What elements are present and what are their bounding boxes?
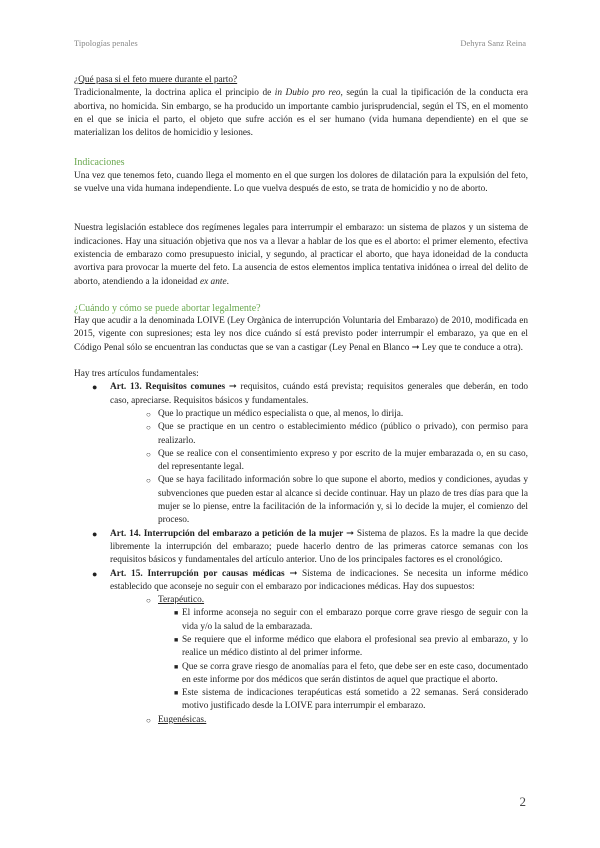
list-item: ○ Eugenésicas. [110,714,528,727]
running-header-title: Tipologías penales [74,38,138,48]
page-number: 2 [519,794,526,809]
section-heading-indicaciones: Indicaciones [74,157,125,169]
page-body [74,74,528,727]
circle-bullet-icon: ○ [146,449,151,459]
list-item: ● Art. 15. Interrupción por causas médicas ➞ Sistema de indicaciones. Se necesita un informe médico establecido que aconseje no seguir con el embarazo por indicaciones médicas. Hay dos supuestos: ○ Terapéutico. ■ El informe aconseja no seguir con el embarazo porque corre grave riesgo de seguir con la vida y/o la salud de la embarazada. ■ Se requiere que el informe médico que elabora el profesional sea previo al embarazo, y lo realice un médico distinto al del primer informe. ■ Que se corra grave riesgo de anomalías para el feto, que debe ser en este caso, documentado en este informe por dos médicos que serán distintos de aquel que practique el aborto. ■ Este sistema de indicaciones terapéuticas está sometido a 22 semanas. Será considerado motivo justificado desde la LOIVE para interrumpir el embarazo. ○ Eugenésicas. [74,568,528,728]
circle-bullet-icon: ○ [146,476,151,486]
list-item: ■ El informe aconseja no seguir con el embarazo porque corre grave riesgo de seguir con la vida y/o la salud de la embarazada. [174,608,528,632]
list-item: ○ Que se practique en un centro o establecimiento médico (público o privado), con permiso para realizarlo. [146,422,528,446]
sublist [110,408,528,528]
sublist [110,714,528,727]
square-bullet-icon: ■ [174,635,179,644]
list-item: ○ Que se haya facilitado información sobre lo que supone el aborto, medios y condiciones, ayudas y subvenciones que pueden estar al alcance si decide continuar. Hay un plazo de tres días para que la mujer se lo piense, entre la facilitación de la información y, si lo decide la mujer, el comienzo del proceso. [146,475,528,526]
square-bullet-icon: ■ [174,662,179,671]
circle-bullet-icon: ○ [146,596,151,606]
list-item: ● Art. 14. Interrupción del embarazo a petición de la mujer ➞ Sistema de plazos. Es la madre la que decide libremente la interrupción del embarazo; puede hacerlo dentro de las primeras catorce semanas con los requisitos básicos y fundamentales del artículo anterior. Uno de los principales factores es el cronológico. [92,528,528,566]
bullet-icon: ● [92,528,98,539]
square-bullet-icon: ■ [174,609,179,618]
list-item: ■ Se requiere que el informe médico que elabora el profesional sea previo al embarazo, y lo realice un médico distinto al del primer informe. [174,634,528,659]
bullet-icon: ● [92,568,98,579]
list-item: ● Art. 13. Requisitos comunes ➞ requisitos, cuándo está prevista; requisitos generales que deberán, en todo caso, apreciarse. Requisitos básicos y fundamentales. ○ Que lo practique un médico especialista o que, al menos, lo dirija. ○ Que se practique en un centro o establecimiento médico (público o privado), con permiso para realizarlo. ○ Que se realice con el consentimiento expreso y por escrito de la mujer embarazada o, en su caso, del representante legal. ○ Que se haya facilitado información sobre lo que supone el aborto, medios y condiciones, ayudas y subvenciones que pueden estar al alcance si decide continuar. Hay un plazo de tres días para que la mujer se lo piense, entre la facilitación de la información y, si lo decide la mujer, el comienzo del proceso. [74,381,528,527]
section-heading-cuando: ¿Cuándo y cómo se puede abortar legalmente? [74,302,261,314]
articles-list [74,381,528,727]
list-item: ○ Terapéutico. [110,594,528,607]
list-item: ■ Este sistema de indicaciones terapéuticas está sometido a 22 semanas. Será considerado motivo justificado desde la LOIVE para interrumpir el embarazo. [174,688,528,712]
circle-bullet-icon: ○ [146,409,151,419]
circle-bullet-icon: ○ [146,423,151,433]
list-item: ○ Que lo practique un médico especialista o que, al menos, lo dirija. [110,408,528,421]
question-heading: ¿Qué pasa si el feto muere durante el parto? [74,75,238,85]
list-item: ○ Que se realice con el consentimiento expreso y por escrito de la mujer embarazada o, en su caso, del representante legal. [146,448,528,473]
circle-bullet-icon: ○ [146,715,151,725]
list-item: ■ Que se corra grave riesgo de anomalías para el feto, que debe ser en este caso, documentado en este informe por dos médicos que serán distintos de aquel que practique el aborto. [174,661,528,685]
sublist [110,594,528,607]
sub-sublist [74,607,528,713]
square-bullet-icon: ■ [174,689,179,698]
paragraph: Hay tres artículos fundamentales: [74,369,199,380]
paragraph: Nuestra legislación establece dos regímenes legales para interrumpir el embarazo: un sistema de plazos y un sistema de indicaciones. Hay una situación objetiva que nos va a llevar a hablar de los que es el aborto: el primer elemento, efectiva existencia de embarazo como presupuesto inicial, y segundo, al practicar el aborto, que haya idoneidad de la conducta avortiva para provocar la muerte del feto. La ausencia de estos elementos implica tentativa inidónea o irreal del delito de aborto, atendiendo a la idoneidad ex ante. [74,223,528,287]
paragraph: Hay que acudir a la denominada LOIVE (Ley Orgànica de interrupción Voluntaria del Embarazo) de 2010, modificada en 2015, vigente con supresiones; esta ley nos dice cuándo sí está previsto poder interrumpir el embarazo, ya que en el Código Penal sólo se encuentran las conductas que se van a castigar (Ley Penal en Blanco ➞ Ley que te conduce a otra). [74,316,528,353]
running-header-author: Dehyra Sanz Reina [460,38,526,48]
paragraph: Una vez que tenemos feto, cuando llega el momento en el que surgen los dolores de dilatación para la expulsión del feto, se vuelve una vida humana independiente. Lo que vuelva después de esto, se trata de homicidio y no de aborto. [74,170,528,195]
paragraph: Tradicionalmente, la doctrina aplica el principio de in Dubio pro reo, según la cual la tipificación de la conducta era abortiva, no homicida. Sin embargo, se ha producido un importante cambio jurisprudencial, según el TS, en el momento en el que se inicia el parto, el objeto que sufre acción es el ser humano (vida humana dependiente) en el que se materializan los delitos de homicidio y lesiones. [74,88,528,139]
bullet-icon: ● [92,382,98,393]
